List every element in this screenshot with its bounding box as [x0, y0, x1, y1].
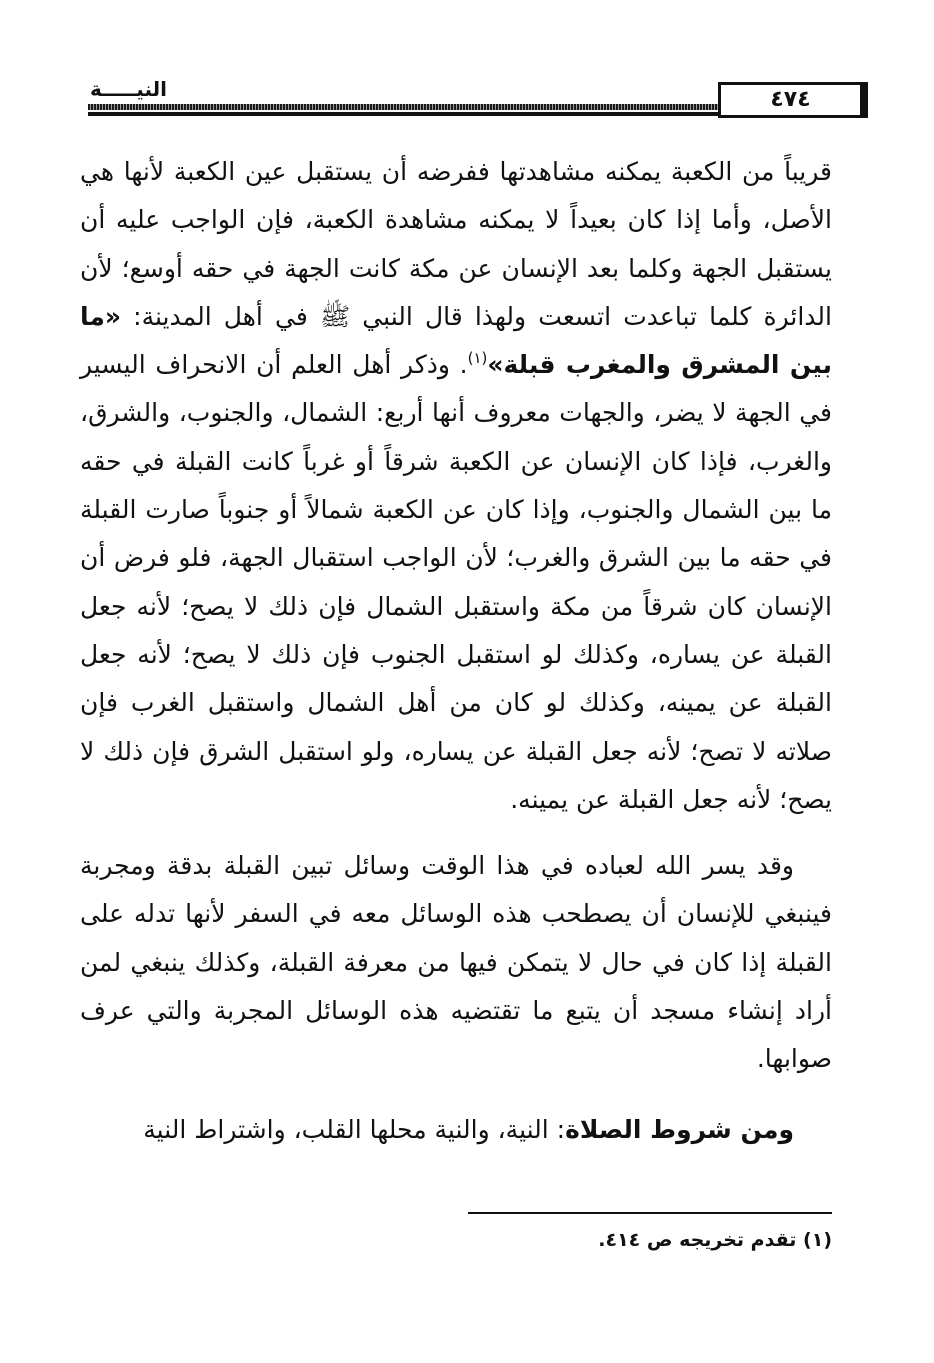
section-lead-heading: ومن شروط الصلاة: [565, 1114, 794, 1144]
hadith-quote: «ما بين المشرق والمغرب قبلة»: [80, 301, 832, 380]
paragraph-1-part-a: قريباً من الكعبة يمكنه مشاهدتها ففرضه أن يستقبل عين الكعبة لأنها هي الأصل، وأما إذا كان بعيداً لا يمكنه مشاهدة الكعبة، فإن الواجب عليه أن يستقبل الجهة وكلما بعد الإنسان عن مكة كانت الجهة في حقه أوسع؛ لأن الدائرة كلما تباعدت اتسعت ولهذا قال النبي ﷺ في أهل المدينة:: [80, 157, 832, 331]
footnote-reference: (١): [467, 349, 488, 368]
footnote-separator: [468, 1212, 832, 1214]
paragraph-2: وقد يسر الله لعباده في هذا الوقت وسائل تبين القبلة بدقة ومجربة فينبغي للإنسان أن يصطحب هذه الوسائل معه في السفر لأنها تدله على القبلة إذا كان في حال لا يتمكن فيها من معرفة القبلة، وكذلك ينبغي لمن أراد إنشاء مسجد أن يتبع ما تقتضيه هذه الوسائل المجربة والتي عرف صوابها.: [80, 851, 832, 1074]
paragraph-1: [80, 148, 832, 824]
page-number: ٤٧٤: [718, 82, 868, 118]
page-header: [88, 76, 830, 124]
paragraph-1-part-b: . وذكر أهل العلم أن الانحراف اليسير في الجهة لا يضر، والجهات معروف أنها أربع: الشمال، والجنوب، والشرق، والغرب، فإذا كان الإنسان عن الكعبة شرقاً أو غرباً كانت القبلة في حقه ما بين الشمال والجنوب، وإذا كان عن الكعبة شمالاً أو جنوباً صارت القبلة في حقه ما بين الشرق والغرب؛ لأن الواجب استقبال الجهة، فلو فرض أن الإنسان كان شرقاً من مكة واستقبل الشمال فإن ذلك لا يصح؛ لأنه جعل القبلة عن يساره، وكذلك لو استقبل الجنوب فإن ذلك لا يصح؛ لأنه جعل القبلة عن يمينه، وكذلك لو كان من أهل الشمال واستقبل الغرب فإن صلاته لا تصح؛ لأنه جعل القبلة عن يساره، ولو استقبل الشرق فإن ذلك لا يصح؛ لأنه جعل القبلة عن يمينه.: [80, 350, 832, 814]
running-title: النيـــــة: [90, 77, 168, 101]
paragraph-3-text: : النية، والنية محلها القلب، واشتراط النية: [143, 1114, 566, 1144]
paragraph-3: [80, 1106, 832, 1154]
footnote: (١) تقدم تخريجه ص ٤١٤.: [598, 1229, 832, 1251]
main-text: [80, 148, 832, 1154]
